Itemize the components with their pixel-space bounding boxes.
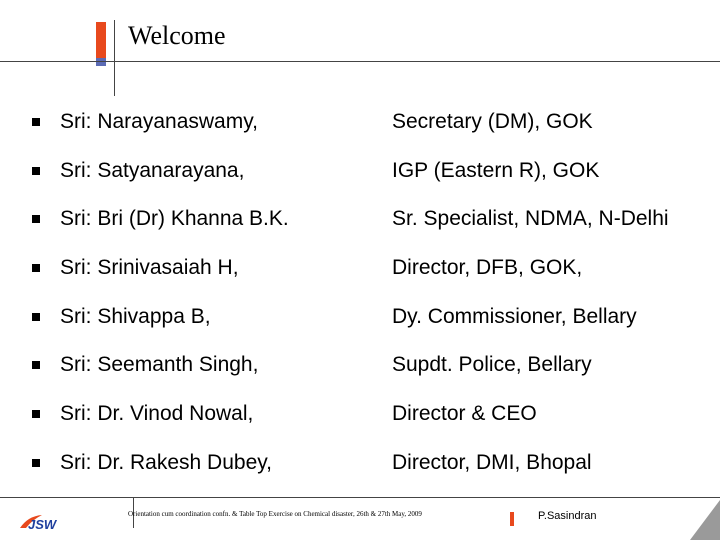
attendee-name: Sri: Bri (Dr) Khanna B.K. xyxy=(60,207,289,230)
attendee-row xyxy=(0,107,720,137)
attendee-role: Director, DMI, Bhopal xyxy=(392,451,592,474)
footer-divider xyxy=(0,497,720,498)
bullet-icon xyxy=(32,313,40,321)
corner-decoration xyxy=(690,500,720,540)
presenter-name: P.Sasindran xyxy=(538,510,597,522)
bullet-icon xyxy=(32,167,40,175)
attendee-name: Sri: Narayanaswamy, xyxy=(60,110,259,133)
jsw-logo xyxy=(18,512,62,532)
attendee-name: Sri: Seemanth Singh, xyxy=(60,353,259,376)
attendee-row xyxy=(0,350,720,380)
footer-event-text: Orientation cum coordination confn. & Table Top Exercise on Chemical disaster, 26th & 27th May, 2009 xyxy=(128,510,422,518)
attendee-name: Sri: Shivappa B, xyxy=(60,305,211,328)
bullet-icon xyxy=(32,215,40,223)
attendee-row xyxy=(0,399,720,429)
attendee-role: Director & CEO xyxy=(392,402,537,425)
bullet-icon xyxy=(32,264,40,272)
attendee-row xyxy=(0,302,720,332)
attendee-role: Secretary (DM), GOK xyxy=(392,110,593,133)
footer-accent-bar xyxy=(510,512,514,526)
bullet-icon xyxy=(32,118,40,126)
attendee-name: Sri: Dr. Rakesh Dubey, xyxy=(60,451,273,474)
svg-text:JSW: JSW xyxy=(28,517,57,532)
attendee-role: IGP (Eastern R), GOK xyxy=(392,159,600,182)
attendee-row xyxy=(0,448,720,478)
attendee-role: Dy. Commissioner, Bellary xyxy=(392,305,637,328)
attendee-name: Sri: Srinivasaiah H, xyxy=(60,256,239,279)
bullet-icon xyxy=(32,410,40,418)
slide-title: Welcome xyxy=(128,21,226,50)
attendee-role: Supdt. Police, Bellary xyxy=(392,353,592,376)
bullet-icon xyxy=(32,459,40,467)
attendee-row xyxy=(0,204,720,234)
attendee-role: Sr. Specialist, NDMA, N-Delhi xyxy=(392,207,669,230)
attendee-name: Sri: Satyanarayana, xyxy=(60,159,245,182)
bullet-icon xyxy=(32,361,40,369)
attendee-row xyxy=(0,156,720,186)
attendee-row xyxy=(0,253,720,283)
attendee-name: Sri: Dr. Vinod Nowal, xyxy=(60,402,254,425)
attendee-role: Director, DFB, GOK, xyxy=(392,256,583,279)
